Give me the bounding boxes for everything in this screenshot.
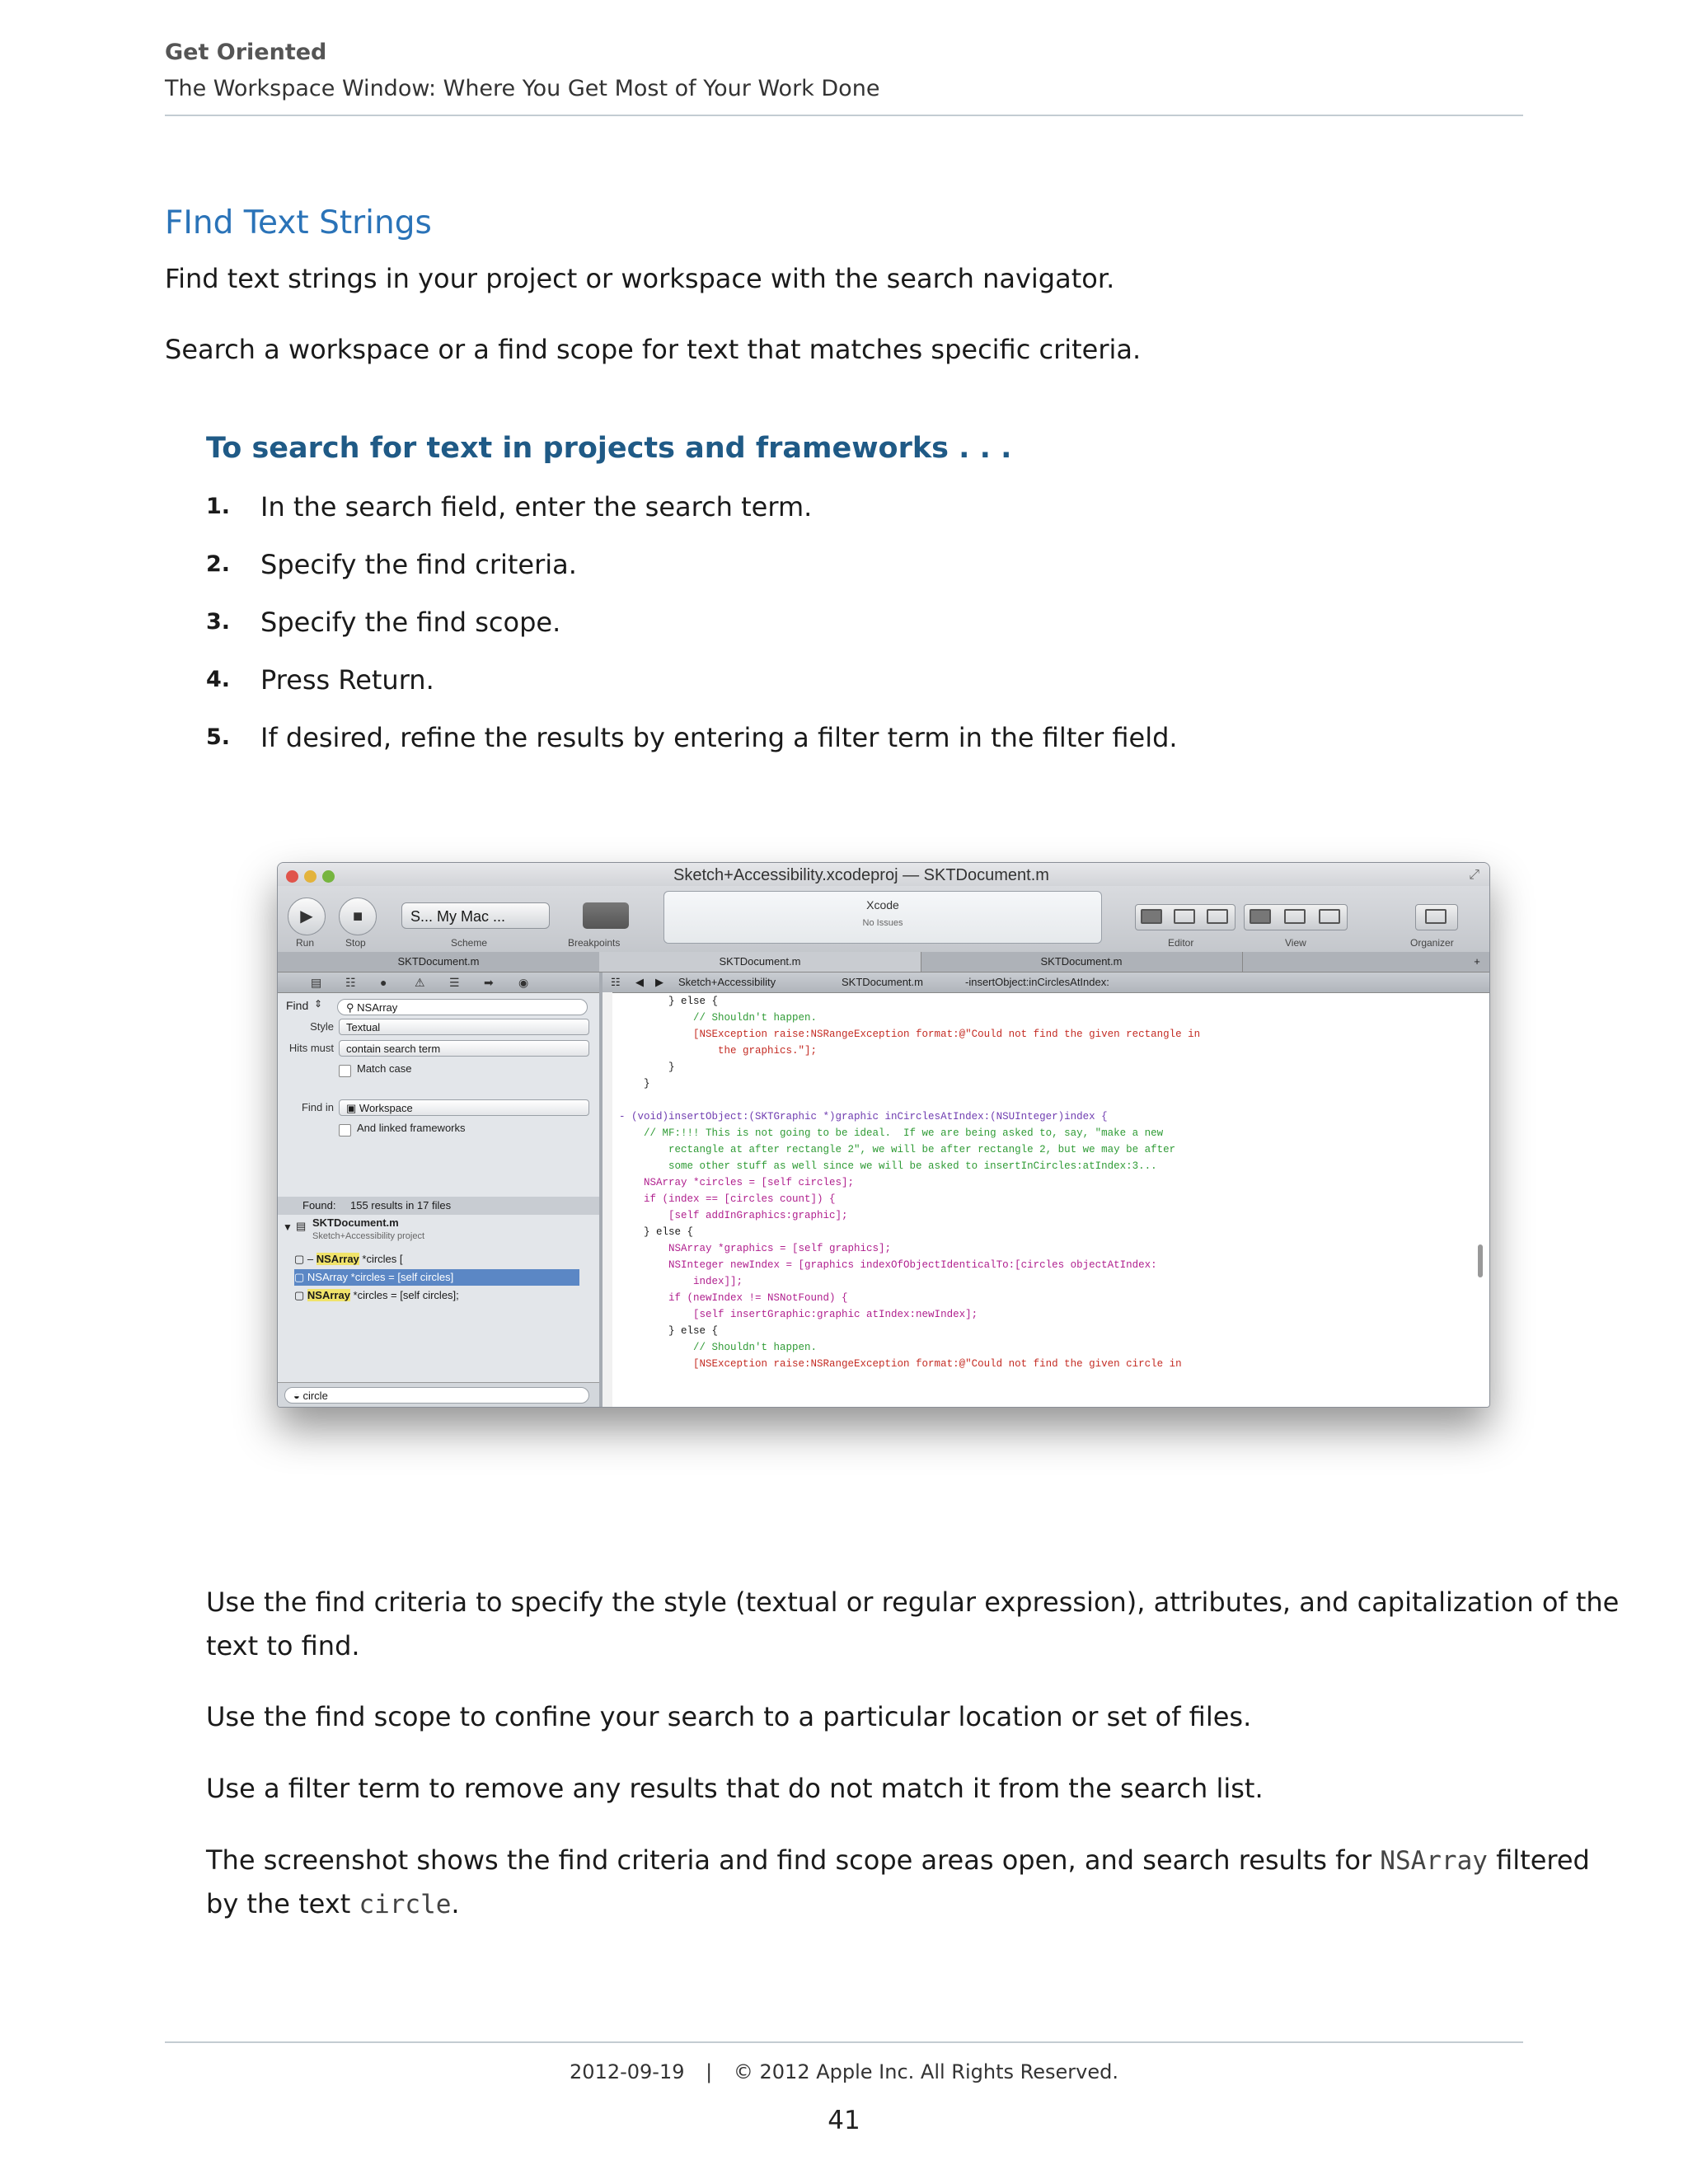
code-line: } else { bbox=[619, 1325, 719, 1337]
editor-gutter bbox=[603, 992, 612, 1407]
result-icon: ▢ bbox=[294, 1271, 307, 1283]
editor-segmented-control[interactable] bbox=[1135, 904, 1236, 930]
minimize-icon[interactable] bbox=[304, 870, 316, 883]
search-result-row[interactable] bbox=[294, 1251, 403, 1268]
style-popup[interactable]: Textual bbox=[339, 1019, 589, 1035]
step-number: 5. bbox=[206, 724, 231, 750]
footer-copyright: © 2012 Apple Inc. All Rights Reserved. bbox=[733, 2060, 1118, 2083]
hits-must-label: Hits must bbox=[288, 1042, 334, 1054]
step-text: Press Return. bbox=[260, 664, 434, 696]
p4-text-d: . bbox=[451, 1888, 460, 1919]
breakpoints-label: Breakpoints bbox=[568, 937, 621, 949]
code-line: the graphics."]; bbox=[619, 1045, 818, 1057]
body-paragraph-1: Use the find criteria to specify the style (textual or regular expression), attributes, and capitalization of the bbox=[206, 1586, 1620, 1618]
header-chapter: Get Oriented bbox=[165, 40, 327, 65]
tab-bar bbox=[278, 952, 1489, 972]
code-line: } bbox=[619, 1062, 675, 1073]
code-line: } bbox=[619, 1078, 650, 1090]
result-icon: ▢ bbox=[294, 1289, 307, 1301]
jump-bar bbox=[603, 972, 1489, 993]
code-line: // MF:!!! This is not going to be ideal. If we are being asked to, say, "make a new bbox=[619, 1127, 1164, 1139]
tab-3[interactable]: SKTDocument.m bbox=[921, 952, 1243, 972]
search-navigator bbox=[278, 972, 603, 1407]
tab-1[interactable]: SKTDocument.m bbox=[278, 952, 600, 972]
match-case-checkbox[interactable] bbox=[339, 1065, 351, 1077]
style-label: Style bbox=[310, 1020, 334, 1033]
step-text: If desired, refine the results by entering a filter term in the filter field. bbox=[260, 722, 1178, 753]
result-context: *circles = [self circles]; bbox=[349, 1289, 459, 1301]
step-text: In the search field, enter the search term. bbox=[260, 491, 813, 523]
linked-frameworks-checkbox[interactable] bbox=[339, 1124, 351, 1137]
result-match: NSArray bbox=[307, 1271, 349, 1283]
p4-code-nsarray: NSArray bbox=[1380, 1846, 1488, 1876]
found-label: Found: bbox=[302, 1199, 336, 1212]
code-line: NSArray *graphics = [self graphics]; bbox=[619, 1243, 892, 1254]
breakpoint-navigator-icon[interactable]: ➡ bbox=[484, 976, 494, 989]
code-line: // Shouldn't happen. bbox=[619, 1012, 818, 1024]
page-number: 41 bbox=[828, 2106, 860, 2135]
code-line: // Shouldn't happen. bbox=[619, 1342, 818, 1353]
toolbar bbox=[278, 886, 1489, 953]
footer-date: 2012-09-19 bbox=[570, 2060, 685, 2083]
find-in-label: Find in bbox=[301, 1101, 334, 1113]
task-title: To search for text in projects and frameworks . . . bbox=[206, 432, 1012, 465]
result-project-name: Sketch+Accessibility project bbox=[312, 1231, 425, 1241]
result-match: NSArray bbox=[316, 1253, 359, 1265]
xcode-screenshot bbox=[277, 862, 1490, 1408]
search-result-row[interactable] bbox=[294, 1287, 459, 1304]
organizer-label: Organizer bbox=[1410, 937, 1454, 949]
activity-status: No Issues bbox=[862, 918, 903, 928]
code-line: if (newIndex != NSNotFound) { bbox=[619, 1292, 848, 1304]
view-segmented-control[interactable] bbox=[1244, 904, 1348, 930]
step-text: Specify the find scope. bbox=[260, 607, 561, 638]
run-label: Run bbox=[296, 937, 315, 949]
window-titlebar bbox=[278, 863, 1489, 886]
related-files-icon[interactable]: ☷ bbox=[611, 976, 621, 988]
step-number: 1. bbox=[206, 494, 231, 519]
found-value: 155 results in 17 files bbox=[350, 1199, 452, 1212]
filter-bar bbox=[278, 1382, 599, 1408]
result-icon: ▢ – bbox=[294, 1253, 316, 1265]
add-tab-icon[interactable]: + bbox=[1474, 955, 1480, 968]
body-paragraph-3: Use a filter term to remove any results that do not match it from the search list. bbox=[206, 1773, 1264, 1804]
linked-frameworks-label: And linked frameworks bbox=[357, 1122, 466, 1134]
close-icon[interactable] bbox=[286, 870, 298, 883]
step-number: 2. bbox=[206, 551, 231, 577]
p4-text-a: The screenshot shows the find criteria and find scope areas open, and search results for bbox=[206, 1844, 1381, 1876]
result-context: *circles = [self circles] bbox=[348, 1271, 454, 1283]
body-paragraph-1-cont: text to find. bbox=[206, 1630, 360, 1661]
section-title: FInd Text Strings bbox=[165, 204, 432, 241]
editor-label: Editor bbox=[1168, 937, 1194, 949]
back-arrow-icon[interactable]: ◀ bbox=[635, 976, 644, 988]
tab-2[interactable]: SKTDocument.m bbox=[599, 952, 921, 972]
search-icon: ⚲ bbox=[346, 1001, 358, 1014]
match-case-label: Match case bbox=[357, 1062, 412, 1075]
issue-navigator-icon[interactable]: ⚠ bbox=[415, 976, 425, 989]
navigator-selector-bar bbox=[278, 972, 599, 993]
footer-separator: | bbox=[706, 2060, 713, 2083]
view-label: View bbox=[1285, 937, 1306, 949]
code-line: NSInteger newIndex = [graphics indexOfObjectIdenticalTo:[circles objectAtIndex: bbox=[619, 1259, 1157, 1271]
zoom-icon[interactable] bbox=[322, 870, 335, 883]
organizer-button[interactable] bbox=[1415, 904, 1458, 930]
source-editor bbox=[603, 972, 1489, 1407]
stop-label: Stop bbox=[345, 937, 366, 949]
header-section: The Workspace Window: Where You Get Most of Your Work Done bbox=[165, 76, 880, 101]
workspace-icon: ▣ bbox=[346, 1102, 359, 1114]
find-in-value: Workspace bbox=[359, 1102, 413, 1114]
found-summary bbox=[278, 1197, 599, 1215]
project-navigator-icon[interactable]: ▤ bbox=[311, 976, 322, 989]
header-rule bbox=[165, 115, 1523, 116]
forward-arrow-icon[interactable]: ▶ bbox=[655, 976, 663, 988]
filter-input-value: circle bbox=[302, 1390, 328, 1402]
jump-bar-file[interactable]: SKTDocument.m bbox=[842, 976, 923, 988]
result-context: *circles [ bbox=[359, 1253, 403, 1265]
debug-navigator-icon[interactable]: ☰ bbox=[449, 976, 460, 989]
result-file-name[interactable]: SKTDocument.m bbox=[312, 1216, 399, 1229]
search-input[interactable] bbox=[337, 999, 588, 1015]
file-icon: ▤ bbox=[296, 1220, 307, 1232]
code-line: [NSException raise:NSRangeException format:@"Could not find the given circle in bbox=[619, 1358, 1182, 1370]
intro-paragraph-1: Find text strings in your project or workspace with the search navigator. bbox=[165, 263, 1115, 294]
scrollbar-thumb[interactable] bbox=[1478, 1244, 1483, 1277]
code-line: NSArray *circles = [self circles]; bbox=[619, 1177, 855, 1188]
body-paragraph-4 bbox=[206, 1838, 1590, 1883]
jump-bar-method[interactable]: -insertObject:inCirclesAtIndex: bbox=[965, 976, 1109, 988]
p4-text-b: filtered bbox=[1487, 1844, 1590, 1876]
filter-input[interactable] bbox=[284, 1387, 589, 1404]
activity-viewer bbox=[663, 891, 1102, 944]
disclosure-triangle-icon[interactable]: ▼ bbox=[283, 1221, 293, 1233]
result-match: NSArray bbox=[307, 1289, 350, 1301]
body-paragraph-4-cont bbox=[206, 1882, 460, 1927]
code-line: } else { bbox=[619, 996, 719, 1007]
symbol-navigator-icon[interactable]: ☷ bbox=[345, 976, 356, 989]
footer bbox=[0, 2060, 1688, 2083]
code-line: - (void)insertObject:(SKTGraphic *)graphic inCirclesAtIndex:(NSUInteger)index { bbox=[619, 1111, 1108, 1122]
breakpoints-button[interactable] bbox=[583, 902, 629, 929]
activity-title: Xcode bbox=[866, 898, 899, 912]
code-line: [NSException raise:NSRangeException format:@"Could not find the given rectangle in bbox=[619, 1029, 1201, 1040]
code-line: index]]; bbox=[619, 1276, 743, 1287]
find-mode-chevron-icon[interactable]: ⇕ bbox=[314, 998, 323, 1010]
stop-button[interactable]: ■ bbox=[339, 898, 377, 935]
p4-text-c: by the text bbox=[206, 1888, 359, 1919]
log-navigator-icon[interactable]: ◉ bbox=[518, 976, 529, 989]
footer-rule bbox=[165, 2041, 1523, 2043]
p4-code-circle: circle bbox=[359, 1890, 452, 1919]
window-title: Sketch+Accessibility.xcodeproj — SKTDocument.m bbox=[673, 866, 1049, 884]
fullscreen-icon[interactable]: ⤢ bbox=[1469, 868, 1479, 882]
filter-icon: ◒ bbox=[293, 1390, 303, 1402]
search-navigator-icon[interactable]: ● bbox=[380, 976, 387, 989]
find-mode-label[interactable]: Find bbox=[286, 999, 309, 1012]
scheme-popup[interactable]: S... My Mac ... bbox=[401, 902, 550, 929]
code-line: [self insertGraphic:graphic atIndex:newIndex]; bbox=[619, 1309, 978, 1320]
find-in-popup[interactable] bbox=[339, 1099, 589, 1116]
body-paragraph-2: Use the find scope to confine your search to a particular location or set of files. bbox=[206, 1701, 1252, 1732]
search-result-row-selected[interactable] bbox=[294, 1269, 579, 1286]
code-line: [self addInGraphics:graphic]; bbox=[619, 1210, 848, 1221]
scheme-label: Scheme bbox=[451, 937, 488, 949]
code-line: rectangle at after rectangle 2", we will be after rectangle 2, but we may be after bbox=[619, 1144, 1176, 1155]
search-input-value: NSArray bbox=[357, 1001, 398, 1014]
step-text: Specify the find criteria. bbox=[260, 549, 577, 580]
hits-must-popup[interactable]: contain search term bbox=[339, 1040, 589, 1057]
code-line: if (index == [circles count]) { bbox=[619, 1193, 836, 1205]
step-number: 3. bbox=[206, 609, 231, 635]
run-button[interactable]: ▶ bbox=[288, 898, 326, 935]
code-line: some other stuff as well since we will be asked to insertInCircles:atIndex:3... bbox=[619, 1160, 1157, 1172]
jump-bar-project[interactable]: Sketch+Accessibility bbox=[678, 976, 776, 988]
intro-paragraph-2: Search a workspace or a find scope for text that matches specific criteria. bbox=[165, 334, 1142, 365]
step-number: 4. bbox=[206, 667, 231, 692]
code-line: } else { bbox=[619, 1226, 694, 1238]
